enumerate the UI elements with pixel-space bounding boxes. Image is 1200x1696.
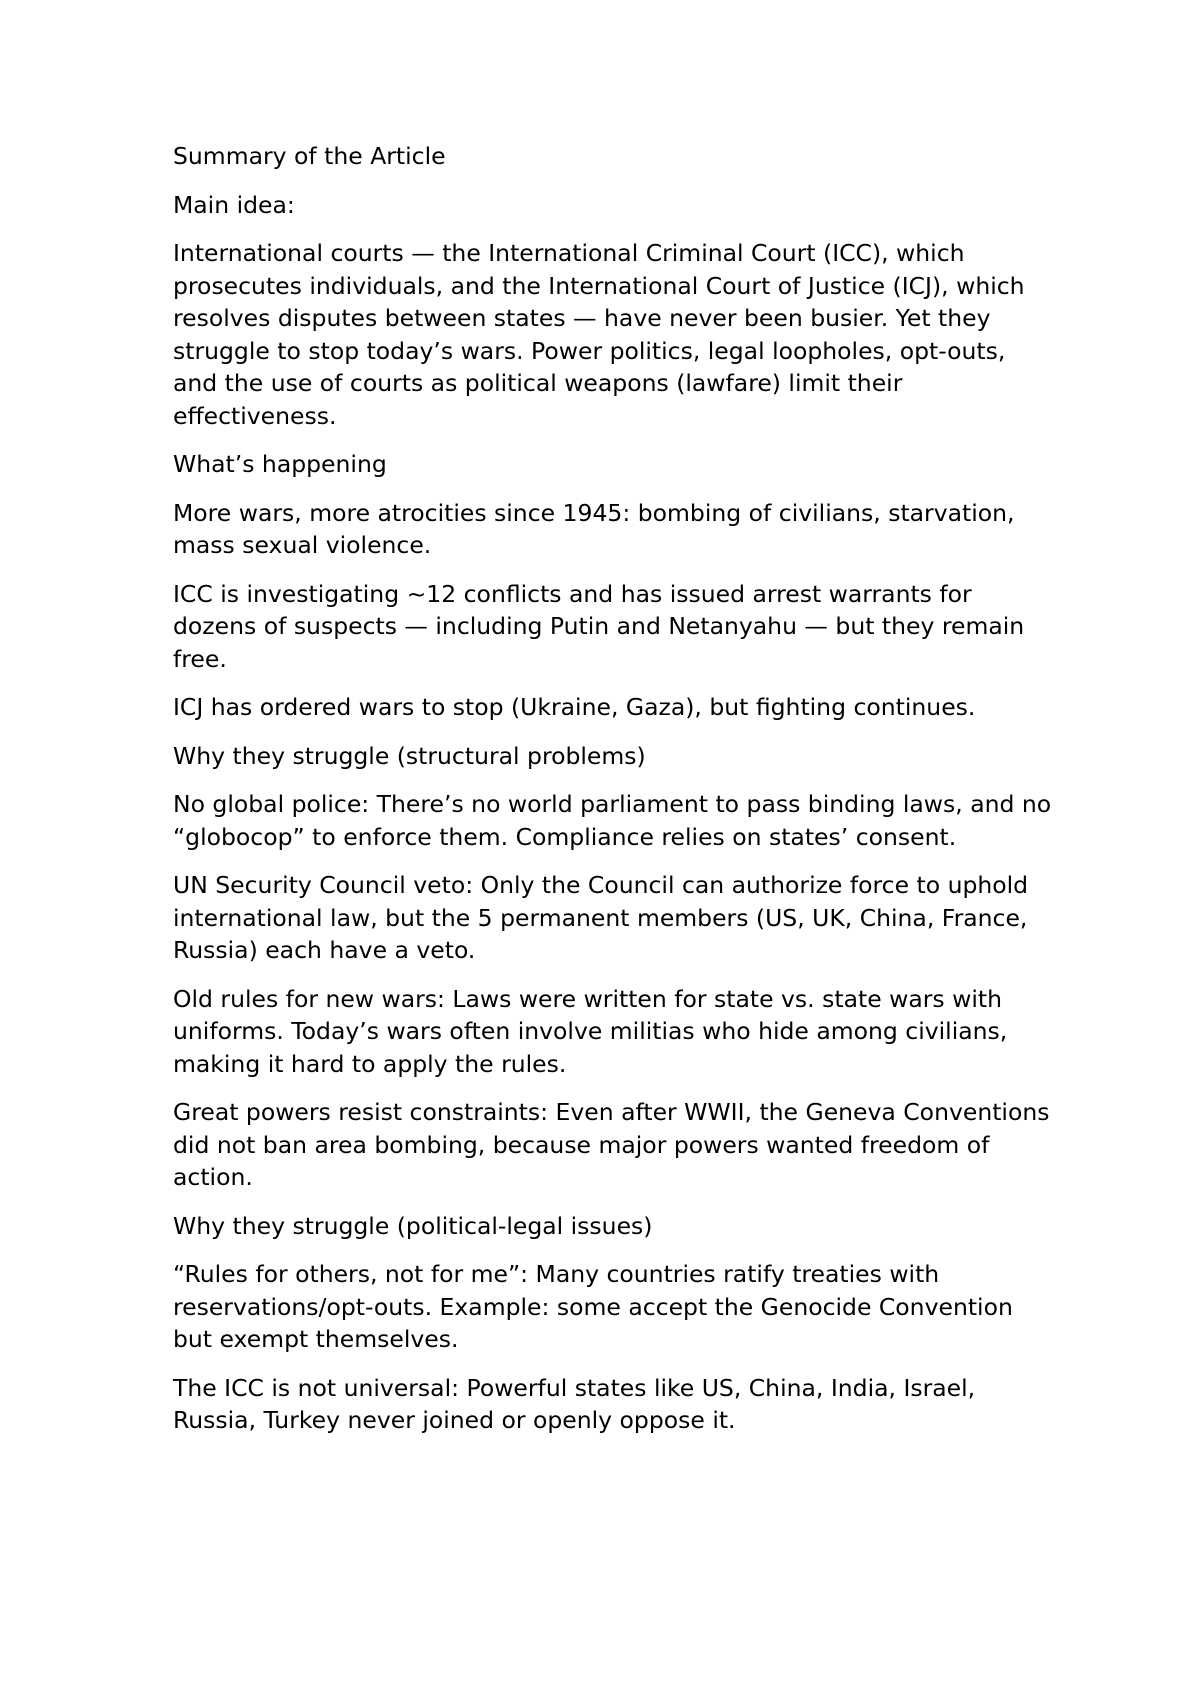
happening-paragraph: More wars, more atrocities since 1945: bombing of civilians, starvation, mass sexual violence. xyxy=(173,498,1015,559)
happening-paragraph: ICC is investigating ~12 conflicts and has issued arrest warrants for dozens of suspects — including Putin and Netanyahu — but they remain free. xyxy=(173,579,1025,673)
main-idea-heading: Main idea: xyxy=(173,190,295,219)
political-paragraph: The ICC is not universal: Powerful states like US, China, India, Israel, Russia, Turkey never joined or openly oppose it. xyxy=(173,1373,976,1434)
document-title: Summary of the Article xyxy=(173,142,446,170)
structural-paragraph: UN Security Council veto: Only the Council can authorize force to uphold international law, but the 5 permanent members (US, UK, China, France, Russia) each have a veto. xyxy=(173,871,1029,964)
structural-paragraph: Old rules for new wars: Laws were written for state vs. state wars with uniforms. Today’s wars often involve militias who hide among civilians, making it hard to apply the rules. xyxy=(173,984,1008,1078)
political-paragraph: “Rules for others, not for me”: Many countries ratify treaties with reservations/opt-outs. Example: some accept the Genocide Convention but exempt themselves. xyxy=(173,1260,1013,1353)
structural-heading: Why they struggle (structural problems) xyxy=(173,741,646,770)
happening-paragraph: ICJ has ordered wars to stop (Ukraine, Gaza), but fighting continues. xyxy=(173,693,976,721)
main-idea-paragraph: International courts — the International Criminal Court (ICC), which prosecutes individuals, and the International Court of Justice (ICJ), which resolves disputes between states — have never been busier. Yet they struggle to stop today’s wars. Power politics, legal loopholes, opt-outs, and the use of courts as political weapons (lawfare) limit their effectiveness. xyxy=(173,239,1025,430)
document-body xyxy=(173,140,1053,1453)
political-heading: Why they struggle (political-legal issues) xyxy=(173,1211,653,1240)
structural-paragraph: Great powers resist constraints: Even after WWII, the Geneva Conventions did not ban area bombing, because major powers wanted freedom of action. xyxy=(173,1098,1050,1191)
structural-paragraph: No global police: There’s no world parliament to pass binding laws, and no “globocop” to enforce them. Compliance relies on states’ consent. xyxy=(173,790,1052,851)
happening-heading: What’s happening xyxy=(173,450,387,478)
